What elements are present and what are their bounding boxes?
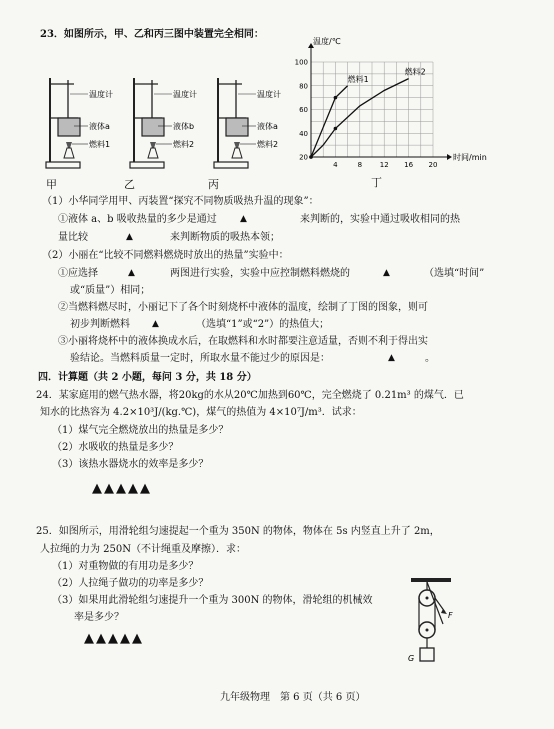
answer-blank: ▲ <box>152 319 160 329</box>
q24-line1: 24．某家庭用的燃气热水器，将20kg的水从20℃加热到60℃，完全燃烧了 0.21m³ 的煤气．已 <box>36 390 464 401</box>
q23-p2b-1: ②当燃料燃尽时，小丽记下了各个时刻烧杯中液体的温度，绘制了丁图的图象，则可 <box>58 302 428 313</box>
y-tick-label: 60 <box>299 106 308 114</box>
weight-label: G <box>408 654 415 663</box>
q25-sub3-cont: 率是多少？ <box>74 612 124 623</box>
q23-p2a-4: 或“质量”）相同； <box>70 285 151 296</box>
answer-blank: ▲ <box>240 214 248 224</box>
q23-p2c-2: 验结论。当燃料质量一定时，所取水量不能过少的原因是： <box>70 353 330 364</box>
fuel-label: 燃料2 <box>257 140 279 149</box>
apparatus-0 <box>46 78 113 168</box>
y-tick-label: 80 <box>299 82 308 91</box>
y-tick-label: 40 <box>299 129 308 138</box>
apparatus-1 <box>130 78 197 168</box>
q23-p2b-3: （选填“1”或“2”）的热值大； <box>196 319 330 330</box>
answer-area-marks: ▲▲▲▲▲ <box>84 631 144 646</box>
x-tick-label: 20 <box>428 161 438 169</box>
x-tick-label: 16 <box>404 161 414 169</box>
series-label: 燃料2 <box>404 67 426 77</box>
q23-p2a-3: （选填“时间” <box>424 268 485 279</box>
q25-line1: 25．如图所示，用滑轮组匀速提起一个重为 350N 的物体，物体在 5s 内竖直上升了 2m， <box>36 526 440 537</box>
fuel-label: 燃料2 <box>173 140 195 149</box>
q23-p2c-3: 。 <box>425 353 435 364</box>
q23-p2b-2: 初步判断燃料 <box>70 319 130 330</box>
x-tick-label: 12 <box>379 161 389 169</box>
q24-sub3: （3）该热水器烧水的效率是多少？ <box>52 459 209 470</box>
q23-title: 23．如图所示，甲、乙和丙三图中装置完全相同： <box>40 29 264 40</box>
x-tick-label: 4 <box>333 161 338 169</box>
liquid-label: 液体a <box>89 122 110 131</box>
y-tick-label: 100 <box>294 58 308 67</box>
data-point <box>334 96 338 100</box>
q25-sub1: （1）对重物做的有用功是多少？ <box>52 561 199 572</box>
page-footer: 九年级物理 第 6 页（共 6 页） <box>220 692 366 703</box>
caption-yi: 乙 <box>124 178 135 191</box>
q23-p1b-2: 来判断物质的吸热本领； <box>170 232 280 243</box>
data-point <box>309 155 313 159</box>
q23-p1a-2: 来判断的，实验中通过吸收相同的热 <box>300 214 460 225</box>
fuel-label: 燃料1 <box>89 140 111 149</box>
x-axis-arrow <box>447 154 452 160</box>
thermometer-label: 温度计 <box>89 90 113 99</box>
y-axis-label: 温度/℃ <box>313 37 341 46</box>
caption-bing: 丙 <box>208 178 219 191</box>
x-tick-label: 8 <box>357 161 363 169</box>
apparatus-2 <box>214 78 281 168</box>
thermometer-label: 温度计 <box>173 90 197 99</box>
q25-sub2: （2）人拉绳子做功的功率是多少？ <box>52 578 209 589</box>
series-label: 燃料1 <box>347 74 369 84</box>
data-point <box>334 127 338 131</box>
liquid-label: 液体a <box>257 122 278 131</box>
q23-p1a-1: ①液体 a、b 吸收热量的多少是通过 <box>58 214 217 225</box>
q23-part1: （1）小华同学用甲、丙装置“探究不同物质吸热升温的现象”： <box>42 196 319 207</box>
force-label: F <box>448 611 453 620</box>
apparatus-diagrams <box>40 70 280 195</box>
q24-line2: 知水的比热容为 4.2×10³J/(kg.℃)，煤气的热值为 4×10⁷J/m³．试求： <box>40 407 362 418</box>
pulley-diagram <box>405 578 465 668</box>
q23-p2c-1: ③小丽将烧杯中的液体换成水后，在取燃料和水时都要注意适量，否则不利于得出实 <box>58 336 428 347</box>
q23-p2a-1: ①应选择 <box>58 268 98 279</box>
temperature-time-chart <box>283 32 533 192</box>
answer-blank: ▲ <box>388 353 396 363</box>
y-tick-label: 20 <box>299 153 308 162</box>
section-heading: 四．计算题（共 2 小题，每问 3 分，共 18 分） <box>38 372 257 383</box>
answer-blank: ▲ <box>126 232 134 242</box>
q25-sub3: （3）如果用此滑轮组匀速提升一个重为 300N 的物体，滑轮组的机械效 <box>52 595 373 606</box>
q23-part2: （2）小丽在“比较不同燃料燃烧时放出的热量”实验中： <box>42 250 289 261</box>
x-axis-label: 时间/min <box>453 153 487 162</box>
liquid-label: 液体b <box>173 122 195 131</box>
answer-area-marks: ▲▲▲▲▲ <box>92 481 152 496</box>
q24-sub2: （2）水吸收的热量是多少？ <box>52 442 179 453</box>
answer-blank: ▲ <box>383 268 391 278</box>
graph-caption: 丁 <box>371 176 382 189</box>
q23-p1b-1: 量比较 <box>58 232 88 243</box>
thermometer-label: 温度计 <box>257 90 281 99</box>
q25-line2: 人拉绳的力为 250N（不计绳重及摩擦）．求： <box>40 544 247 555</box>
q24-sub1: （1）煤气完全燃烧放出的热量是多少？ <box>52 425 229 436</box>
q23-p2a-2: 两图进行实验，实验中应控制燃料燃烧的 <box>170 268 350 279</box>
answer-blank: ▲ <box>128 268 136 278</box>
caption-jia: 甲 <box>46 178 57 191</box>
